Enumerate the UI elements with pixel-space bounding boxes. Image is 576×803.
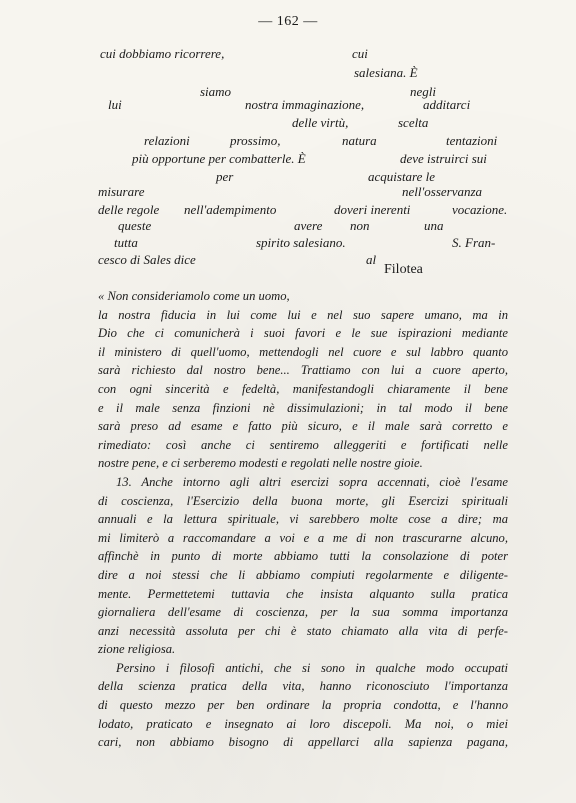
text-line: mente. Permettetemi tuttavia che insista alquanto sulla pratica xyxy=(98,586,508,601)
text-line: rimediato: così anche ci sentiremo alleggeriti e fortificati nelle xyxy=(98,437,508,452)
sparse-word: una xyxy=(424,218,444,233)
text-line: giornaliera dell'esame di coscienza, per la sua somma importanza xyxy=(98,605,508,620)
text-line: zione religiosa. xyxy=(98,642,176,657)
paragraph-start: Persino i filosofi antichi, che si sono in qualche modo occupati xyxy=(116,660,508,675)
text-line: mi limiterò a raccomandare a voi e a me di non trascurarne alcuno, xyxy=(98,530,508,545)
sparse-word: nostra immaginazione, xyxy=(245,97,365,112)
text-line: cari, non abbiamo bisogno di appellarci alla sapienza pagana, xyxy=(98,735,508,750)
sparse-word: delle regole xyxy=(98,202,160,217)
text-line: anzi necessità assoluta per chi è stato chiamato alla vita di perfe- xyxy=(98,623,508,638)
sparse-word: misurare xyxy=(98,184,145,199)
sparse-word: doveri inerenti xyxy=(334,202,411,217)
sparse-word: additarci xyxy=(423,97,471,112)
sparse-word: siamo xyxy=(200,84,232,99)
paragraph-13-start: 13. Anche intorno agli altri esercizi sopra accennati, cioè l'esame xyxy=(116,474,508,489)
book-title-filotea: Filotea xyxy=(384,262,423,277)
sparse-word: scelta xyxy=(398,115,429,130)
text-line: della scienza pratica della vita, hanno riconosciuto l'importanza xyxy=(98,679,508,694)
sparse-word: relazioni xyxy=(144,133,190,148)
text-line: Dio che ci comunicherà i suoi favori e le sue ispirazioni mediante xyxy=(98,326,508,341)
sparse-word: nell'osservanza xyxy=(402,184,483,199)
sparse-word: negli xyxy=(410,84,436,99)
sparse-word: più opportune per combatterle. È xyxy=(132,151,306,166)
sparse-word: al xyxy=(366,252,377,267)
sparse-word: lui xyxy=(108,97,122,112)
sparse-word: spirito salesiano. xyxy=(256,235,346,250)
text-line: dire a noi stessi che li abbiamo compiuti regolarmente e diligente- xyxy=(98,567,508,582)
text-line: e il male senza finzioni nè dissimulazioni; in tal modo il bene xyxy=(98,400,508,415)
text-line: « Non consideriamolo come un uomo, xyxy=(98,289,290,303)
sparse-word: prossimo, xyxy=(230,133,281,148)
sparse-word: queste xyxy=(118,218,152,233)
text-line: nostre pene, e ci serberemo modesti e regolati nelle nostre gioie. xyxy=(98,456,423,471)
sparse-word: vocazione. xyxy=(452,202,508,217)
text-line: di questo mezzo per ben ordinare la propria condotta, e l'hanno xyxy=(98,698,508,713)
sparse-word: natura xyxy=(342,133,377,148)
text-line: annuali e la lettura spirituale, vi sarebbero molte cose a dire; ma xyxy=(98,512,508,527)
text-line: sarà richiesto dal nostro bene... Trattiamo con lui a cuore aperto, xyxy=(98,363,508,378)
text-line: affinchè in punto di morte abbiamo tutti la consolazione di poter xyxy=(98,549,508,564)
sparse-word: cui dobbiamo ricorrere, xyxy=(100,46,225,61)
sparse-word: tentazioni xyxy=(446,133,498,148)
sparse-word: avere xyxy=(294,218,323,233)
text-line: di coscienza, l'Esercizio della buona morte, gli Esercizi spirituali xyxy=(98,493,508,508)
page-number: — 162 — xyxy=(258,14,318,29)
text-line: il ministero di quell'uomo, mettendogli nel cuore e sul labbro quanto xyxy=(98,344,508,359)
sparse-word: salesiana. È xyxy=(354,65,418,80)
sparse-word: cesco di Sales dice xyxy=(98,252,196,267)
sparse-word: non xyxy=(350,218,370,233)
text-line: con ogni sincerità e fedeltà, manifestandogli chiaramente il bene xyxy=(98,381,508,396)
sparse-word: deve istruirci sui xyxy=(400,151,487,166)
sparse-word: per xyxy=(216,169,234,184)
sparse-word: S. Fran- xyxy=(452,235,496,250)
text-line: lodato, praticato e insegnato ai loro discepoli. Ma noi, o miei xyxy=(98,716,508,731)
sparse-word: delle virtù, xyxy=(292,115,349,130)
text-line: sarà preso ad esame e fatto più sicuro, e il male sarà corretto e xyxy=(98,419,508,434)
text-line: la nostra fiducia in lui come lui e nel suo sapere umano, ma in xyxy=(98,307,508,322)
body-text xyxy=(98,287,508,752)
sparse-word: acquistare le xyxy=(368,169,436,184)
sparse-word: tutta xyxy=(114,235,138,250)
sparse-word: cui xyxy=(352,46,368,61)
sparse-word: nell'adempimento xyxy=(184,202,277,217)
